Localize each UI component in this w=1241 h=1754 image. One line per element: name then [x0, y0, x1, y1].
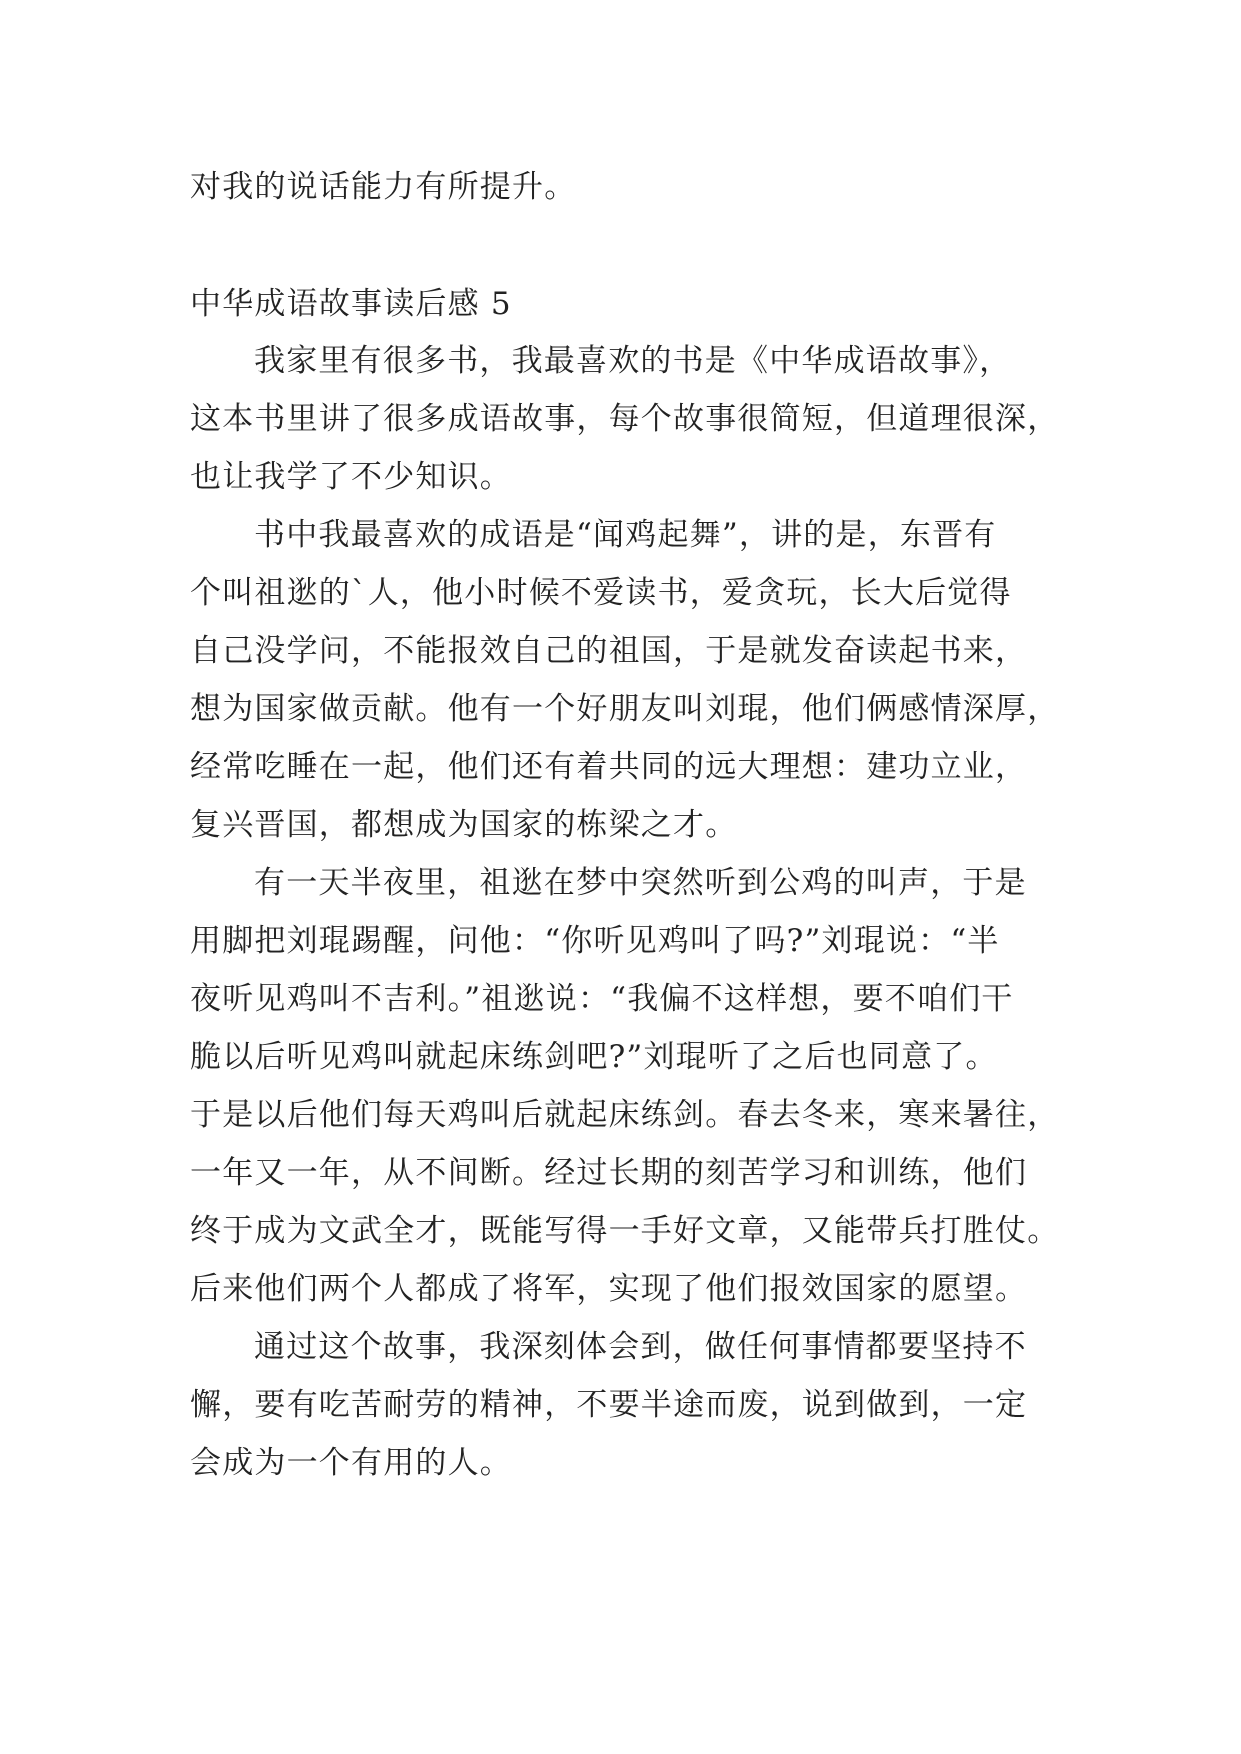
paragraph-line: 经常吃睡在一起，他们还有着共同的远大理想：建功立业，: [190, 749, 1028, 785]
paragraph-line: 自己没学问，不能报效自己的祖国，于是就发奋读起书来，: [190, 633, 1028, 669]
paragraph-line: 于是以后他们每天鸡叫后就起床练剑。春去冬来，寒来暑往，: [190, 1097, 1060, 1133]
paragraph: [190, 332, 1070, 506]
paragraph: [190, 506, 1070, 854]
paragraph-line: 会成为一个有用的人。: [190, 1445, 512, 1481]
paragraph-line: 有一天半夜里，祖逖在梦中突然听到公鸡的叫声，于是: [254, 865, 1027, 901]
paragraph-line: 用脚把刘琨踢醒，问他：“你听见鸡叫了吗?”刘琨说：“半: [190, 923, 1000, 959]
paragraph-line: 也让我学了不少知识。: [190, 459, 512, 495]
paragraph-line: 这本书里讲了很多成语故事，每个故事很简短，但道理很深，: [190, 401, 1060, 437]
paragraph-line: 对我的说话能力有所提升。: [190, 169, 577, 205]
essay-body: [190, 332, 1070, 1492]
paragraph-line: 懈，要有吃苦耐劳的精神，不要半途而废，说到做到，一定: [190, 1387, 1028, 1423]
paragraph-line: 我家里有很多书，我最喜欢的书是《中华成语故事》，: [254, 343, 1012, 379]
paragraph-line: 书中我最喜欢的成语是“闻鸡起舞”，讲的是，东晋有: [254, 517, 997, 553]
paragraph: [190, 1318, 1070, 1492]
paragraph-line: 后来他们两个人都成了将军，实现了他们报效国家的愿望。: [190, 1271, 1028, 1307]
continuation-paragraph: [190, 158, 1070, 216]
paragraph-line: 夜听见鸡叫不吉利。”祖逖说：“我偏不这样想，要不咱们干: [190, 981, 1014, 1017]
paragraph: [190, 854, 1070, 1318]
paragraph-line: 复兴晋国，都想成为国家的栋梁之才。: [190, 807, 738, 843]
paragraph-line: 想为国家做贡献。他有一个好朋友叫刘琨，他们俩感情深厚，: [190, 691, 1060, 727]
paragraph-line: 通过这个故事，我深刻体会到，做任何事情都要坚持不: [254, 1329, 1027, 1365]
paragraph-line: 一年又一年，从不间断。经过长期的刻苦学习和训练，他们: [190, 1155, 1028, 1191]
paragraph-line: 个叫祖逖的`人，他小时候不爱读书，爱贪玩，长大后觉得: [190, 575, 1012, 611]
paragraph-line: 脆以后听见鸡叫就起床练剑吧?”刘琨听了之后也同意了。: [190, 1039, 998, 1075]
paragraph-line: 终于成为文武全才，既能写得一手好文章，又能带兵打胜仗。: [190, 1213, 1060, 1249]
section-title: 中华成语故事读后感 5: [190, 286, 512, 322]
